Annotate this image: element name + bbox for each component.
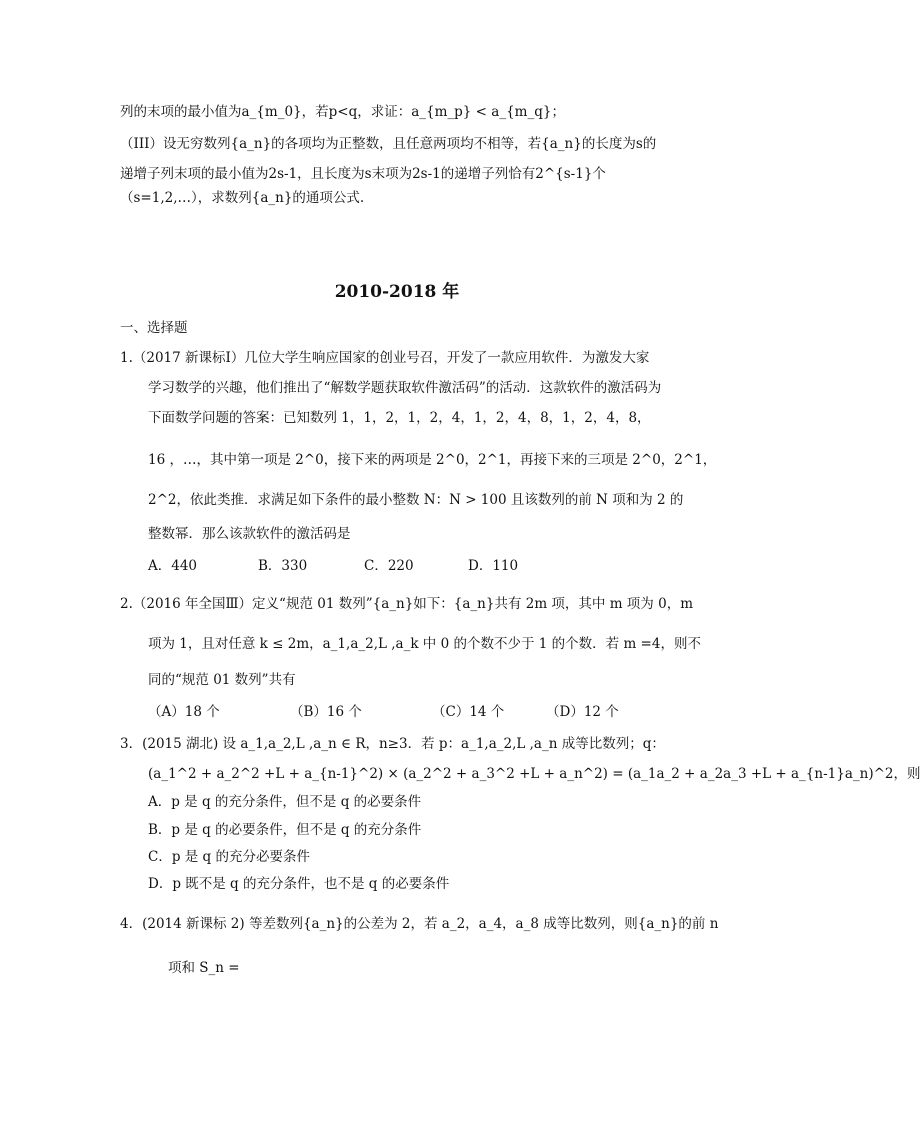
- q2-option-b: （B）16 个: [290, 704, 362, 720]
- q2-option-a: （A）18 个: [148, 704, 220, 720]
- q2-option-d: （D）12 个: [546, 704, 619, 720]
- section-title: 2010-2018 年: [334, 282, 460, 302]
- q1-option-d: D．110: [468, 558, 519, 574]
- q4-line-2: 项和 S_n =: [168, 960, 240, 976]
- q3-option-c: C．p 是 q 的充分必要条件: [148, 849, 310, 865]
- q1-line-4: 16 ，…，其中第一项是 2^0，接下来的两项是 2^0，2^1，再接下来的三项是 2^0，2^1，: [148, 452, 717, 468]
- q3-line-1: 3．(2015 湖北) 设 a_1,a_2,L ,a_n ∈ R，n≥3．若 p：a_1,a_2,L ,a_n 成等比数列；q：: [120, 736, 665, 752]
- continuation-line-1: 列的末项的最小值为a_{m_0}，若p<q，求证：a_{m_p} < a_{m_q}；: [120, 104, 565, 120]
- q1-line-2: 学习数学的兴趣，他们推出了“解数学题获取软件激活码”的活动．这款软件的激活码为: [148, 380, 662, 396]
- q1-line-3: 下面数学问题的答案：已知数列 1，1，2，1，2，4，1，2，4，8，1，2，4，8，: [148, 410, 651, 426]
- q1-line-1: 1.（2017 新课标Ⅰ）几位大学生响应国家的创业号召，开发了一款应用软件．为激发大家: [120, 350, 650, 366]
- q1-line-5: 2^2，依此类推．求满足如下条件的最小整数 N：N > 100 且该数列的前 N 项和为 2 的: [148, 492, 684, 508]
- q1-option-c: C．220: [364, 558, 414, 574]
- continuation-line-2: （III）设无穷数列{a_n}的各项均为正整数，且任意两项均不相等，若{a_n}的长度为s的: [120, 136, 657, 152]
- q2-line-1: 2.（2016 年全国Ⅲ）定义“规范 01 数列”{a_n}如下：{a_n}共有 2m 项，其中 m 项为 0，m: [120, 596, 693, 612]
- q4-line-1: 4．(2014 新课标 2) 等差数列{a_n}的公差为 2，若 a_2，a_4，a_8 成等比数列，则{a_n}的前 n: [120, 916, 719, 932]
- section-label: 一、选择题: [120, 320, 188, 336]
- q2-line-3: 同的“规范 01 数列”共有: [148, 672, 296, 688]
- continuation-line-4: （s=1,2,…），求数列{a_n}的通项公式.: [120, 190, 365, 206]
- q3-option-d: D．p 既不是 q 的充分条件，也不是 q 的必要条件: [148, 876, 450, 892]
- q2-option-c: （C）14 个: [432, 704, 505, 720]
- continuation-line-3: 递增子列末项的最小值为2s-1，且长度为s末项为2s-1的递增子列恰有2^{s-1}个: [120, 166, 606, 182]
- q1-line-6: 整数幂．那么该款软件的激活码是: [148, 526, 351, 542]
- q3-line-2: (a_1^2 + a_2^2 +L + a_{n-1}^2) × (a_2^2 + a_3^2 +L + a_n^2) = (a_1a_2 + a_2a_3 +L + a_{n-1}a_n)^2，则: [148, 766, 921, 782]
- q3-option-a: A．p 是 q 的充分条件，但不是 q 的必要条件: [148, 794, 422, 810]
- q3-option-b: B．p 是 q 的必要条件，但不是 q 的充分条件: [148, 822, 422, 838]
- q1-option-b: B．330: [258, 558, 308, 574]
- q2-line-2: 项为 1，且对任意 k ≤ 2m，a_1,a_2,L ,a_k 中 0 的个数不少于 1 的个数．若 m =4，则不: [148, 636, 701, 652]
- q1-option-a: A．440: [148, 558, 198, 574]
